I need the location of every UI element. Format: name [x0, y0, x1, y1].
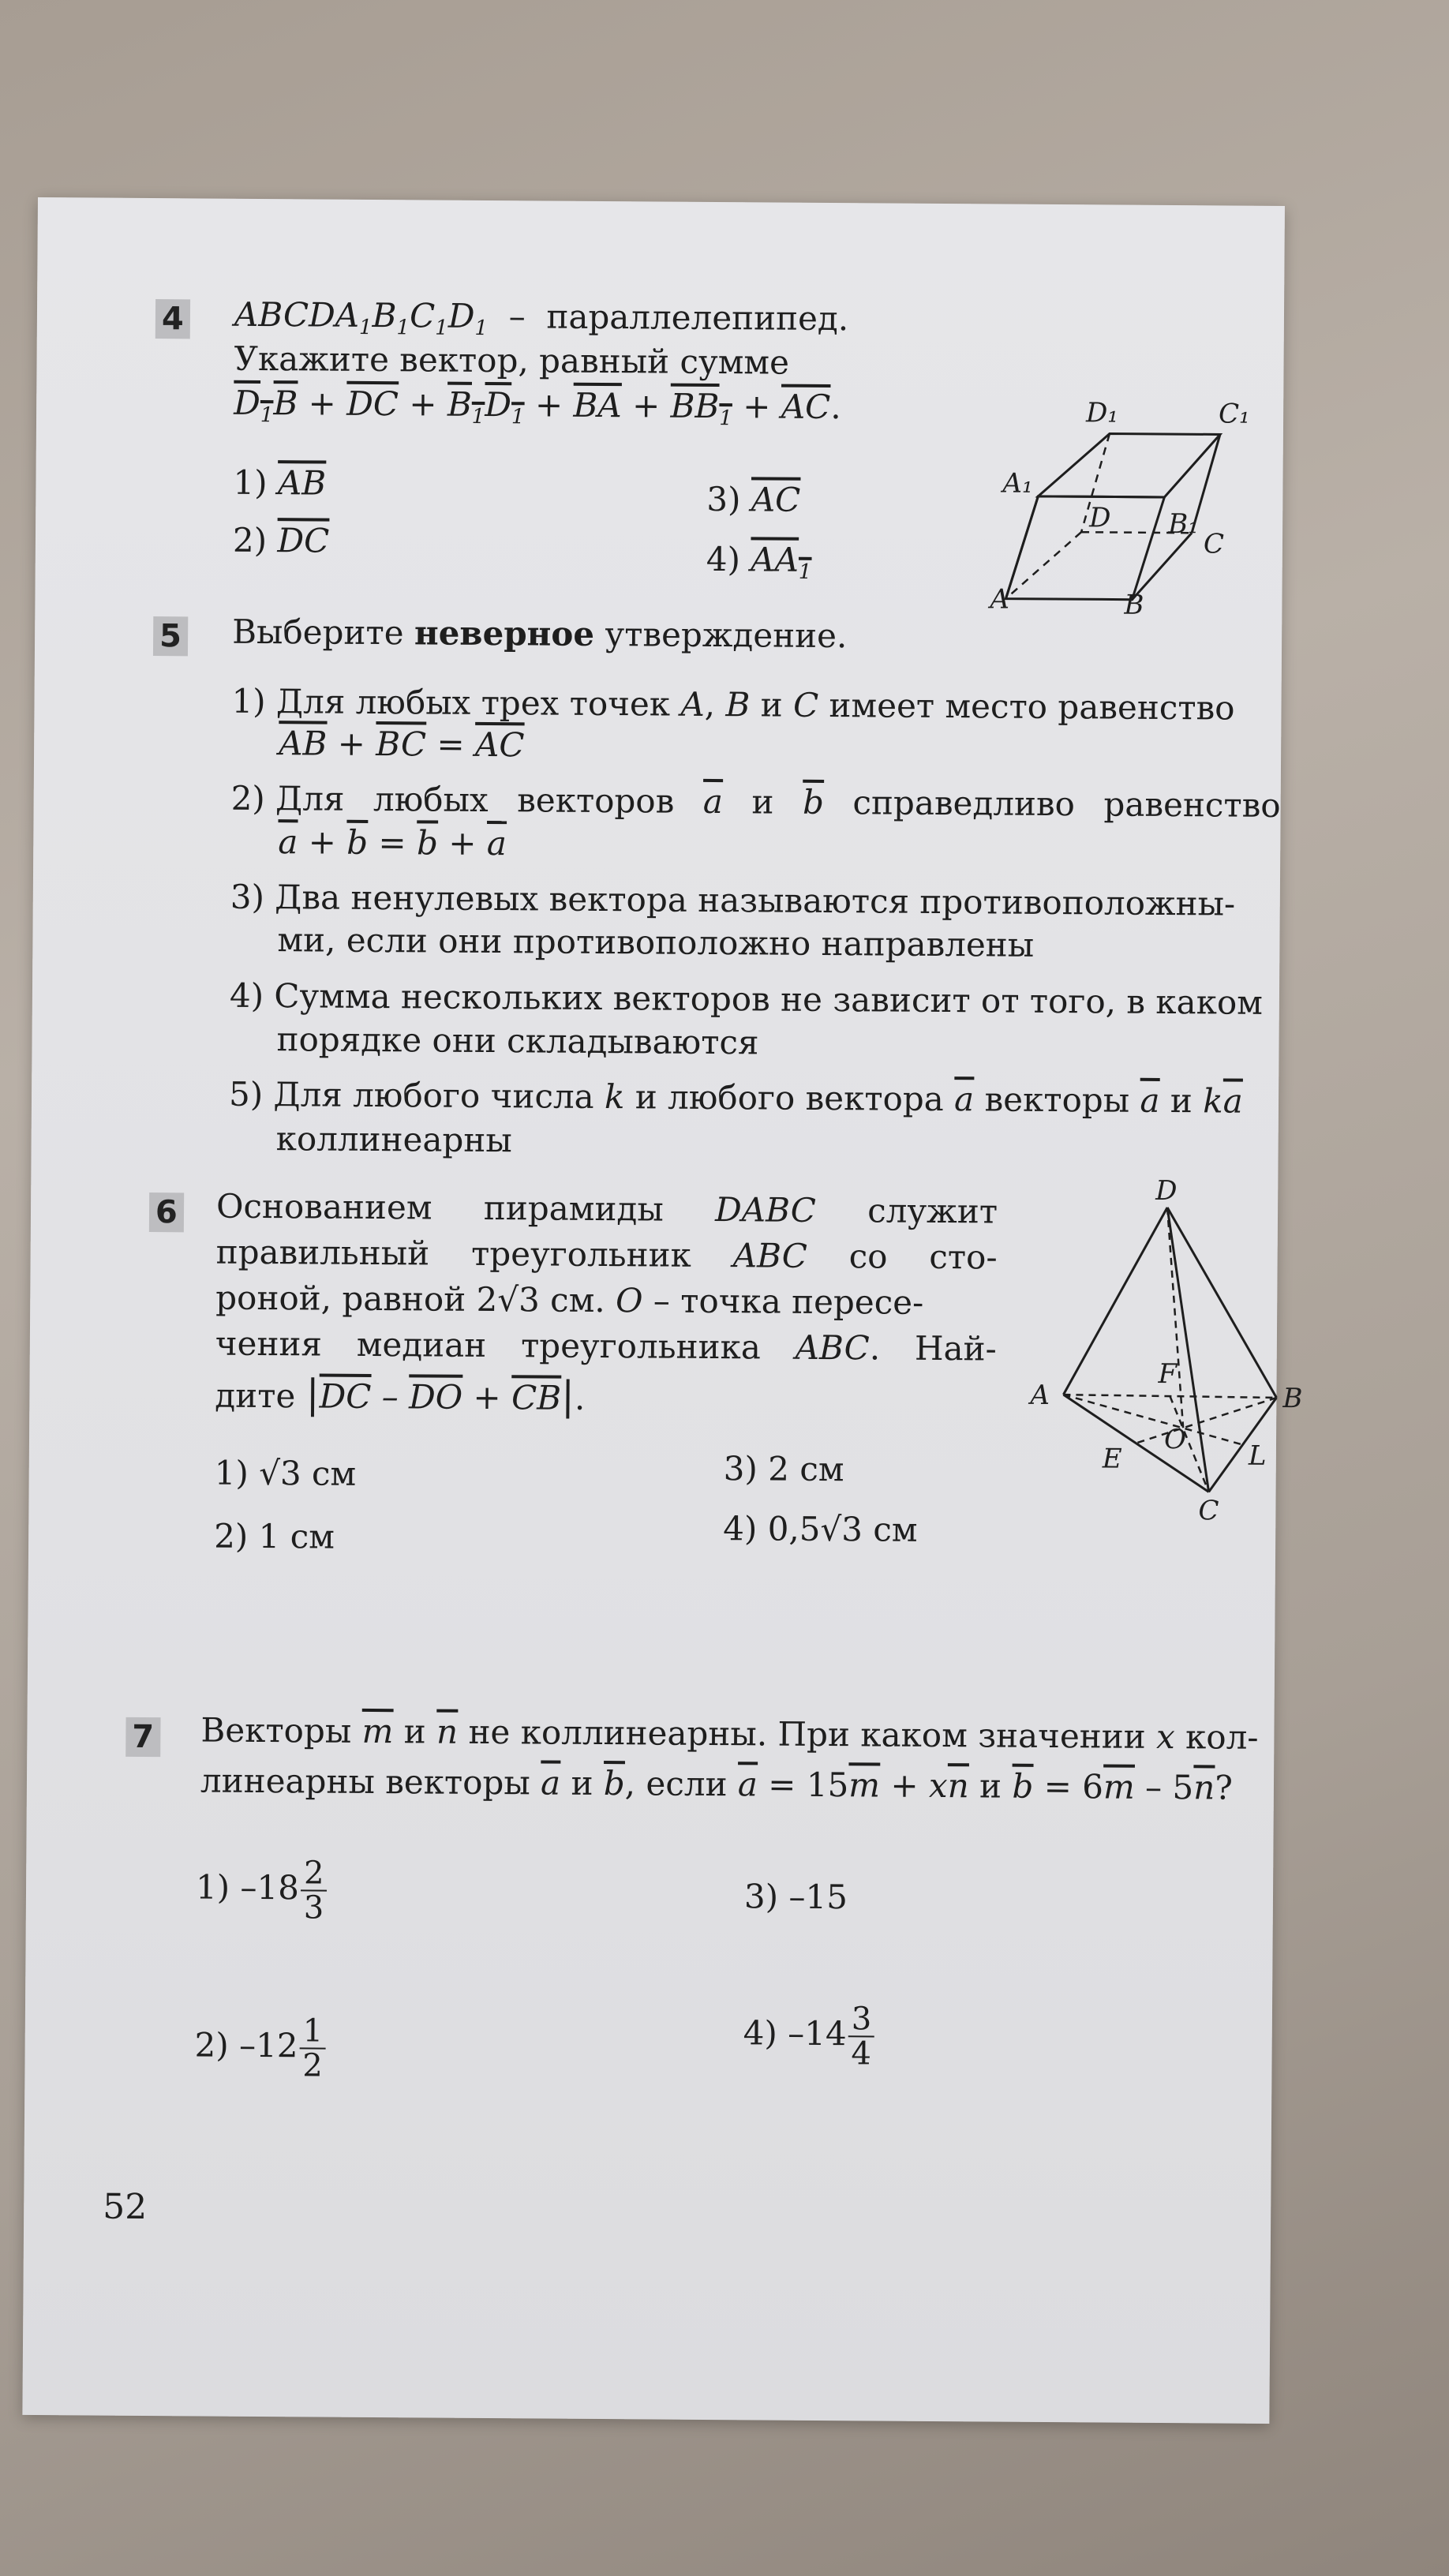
task-5-item-2[interactable]: 2) Для любых векторов $\overline{a}$ и $\overline{b}$ справедливо равенство	[230, 778, 1281, 826]
label-C1: C₁	[1218, 398, 1250, 430]
task-7-number: 7	[125, 1717, 160, 1757]
fraction: $\frac{2}{3}$	[301, 1856, 328, 1924]
edge-DA	[1063, 1207, 1167, 1395]
label-C: C	[1203, 528, 1225, 560]
face-A1D1C1B1	[1038, 433, 1220, 498]
task-6-number: 6	[149, 1193, 184, 1232]
task-4-line-1: $ABCDA_1B_1C_1D_1$ – параллелепипед.	[234, 294, 849, 341]
task-5-item-4-line-1[interactable]: 4) Сумма нескольких векторов не зависит от того, в каком	[229, 975, 1264, 1022]
label-B: B	[1282, 1383, 1303, 1415]
label-E: E	[1102, 1443, 1122, 1475]
task-4-option-3[interactable]: 3) $\overline{AC}$	[706, 479, 801, 519]
task-4-line-2: Укажите вектор, равный сумме	[234, 339, 790, 382]
fraction: $\frac{1}{2}$	[299, 2014, 326, 2082]
task-4-vector-sum: $D_1B + \overline{DC} + B_1D_1 + \overline{BA} + BB_1 + \overline{AC}$.	[234, 383, 841, 431]
label-F: F	[1158, 1357, 1178, 1391]
task-4-number: 4	[155, 299, 190, 339]
label-D: D	[1155, 1174, 1178, 1208]
task-5-item-3-line-2: ми, если они противоположно направлены	[277, 920, 1035, 964]
label-A: A	[1030, 1379, 1050, 1411]
task-6-line-4: чения медиан треугольника ABC. Най-	[215, 1324, 998, 1368]
task-5-item-4-line-2: порядке они складываются	[276, 1020, 759, 1062]
task-5-item-1-formula: $\overline{AB} + \overline{BC} = \overline{AC}$	[279, 724, 525, 765]
task-7-option-2[interactable]: 2) –12 $\frac{1}{2}$	[194, 2013, 326, 2082]
task-7-line-2: линеарны векторы $\overline{a}$ и $\overline{b}$, если $\overline{a} = 15\overline{m} + x\overline{n}$ и $\overline{b} = 6\overline{m} - 5\overline{n}$?	[200, 1761, 1233, 1807]
task-4-option-1[interactable]: 1) $\overline{AB}$	[233, 462, 327, 503]
task-4-option-4[interactable]: 4) $AA_1$	[706, 539, 812, 584]
label-A: A	[990, 583, 1010, 616]
label-A1: A₁	[1002, 467, 1033, 500]
task-6-option-3[interactable]: 3) 2 см	[723, 1449, 844, 1489]
task-5-number: 5	[153, 616, 188, 656]
label-D1: D₁	[1085, 397, 1119, 429]
label-B1: B₁	[1168, 508, 1199, 541]
task-5-item-1[interactable]: 1) Для любых трех точек A, B и C имеет место равенство	[231, 681, 1235, 728]
task-6-line-5: дите $|\overline{DC} - \overline{DO} + \overline{CB}|$.	[215, 1371, 586, 1419]
median-BE	[1136, 1397, 1276, 1444]
parallelepiped-figure	[927, 314, 1276, 621]
label-B: B	[1124, 589, 1144, 621]
task-7-option-3[interactable]: 3) –15	[743, 1877, 848, 1917]
task-6-line-3: роной, равной 2√3 см. O – точка пересе-	[215, 1278, 924, 1322]
task-6-line-1: Основанием пирамиды DABC служит	[215, 1186, 998, 1231]
task-6-option-1[interactable]: 1) √3 см	[214, 1453, 357, 1493]
face-ABB1A1	[1005, 496, 1164, 600]
task-5-item-2-formula: $\overline{a} + \overline{b} = \overline{b} + \overline{a}$	[278, 822, 507, 863]
fraction: $\frac{3}{4}$	[848, 2002, 874, 2070]
pyramid-figure	[1023, 1174, 1303, 1527]
task-5-item-5-line-2: коллинеарны	[275, 1119, 512, 1160]
edge-AC	[1063, 1395, 1210, 1492]
task-6-option-4[interactable]: 4) 0,5√3 см	[723, 1509, 918, 1549]
task-5-prompt: Выберите неверное утверждение.	[231, 612, 848, 656]
label-C: C	[1198, 1495, 1219, 1527]
task-7-option-4[interactable]: 4) –14 $\frac{3}{4}$	[743, 2001, 874, 2070]
worksheet-page	[22, 197, 1303, 2424]
task-6-line-2: правильный треугольник ABC со сто-	[215, 1232, 998, 1277]
edge-DB	[1166, 1208, 1278, 1398]
page-number: 52	[103, 2186, 148, 2228]
task-7-line-1: Векторы $\overline{m}$ и $\overline{n}$ не коллинеарны. При каком значении x кол-	[200, 1710, 1259, 1757]
task-6-option-2[interactable]: 2) 1 см	[213, 1516, 335, 1556]
label-O: O	[1163, 1424, 1187, 1456]
label-D: D	[1089, 502, 1111, 534]
label-L: L	[1248, 1440, 1267, 1472]
task-5-item-5[interactable]: 5) Для любого числа k и любого вектора $\overline{a}$ векторы $\overline{a}$ и $k\overline{a}$	[228, 1074, 1243, 1121]
height-DO	[1166, 1208, 1185, 1428]
task-5-item-3-line-1[interactable]: 3) Два ненулевых вектора называются противоположны-	[230, 877, 1236, 923]
task-4-option-2[interactable]: 2) $\overline{DC}$	[232, 520, 330, 560]
task-7-option-1[interactable]: 1) –18 $\frac{2}{3}$	[196, 1855, 328, 1924]
